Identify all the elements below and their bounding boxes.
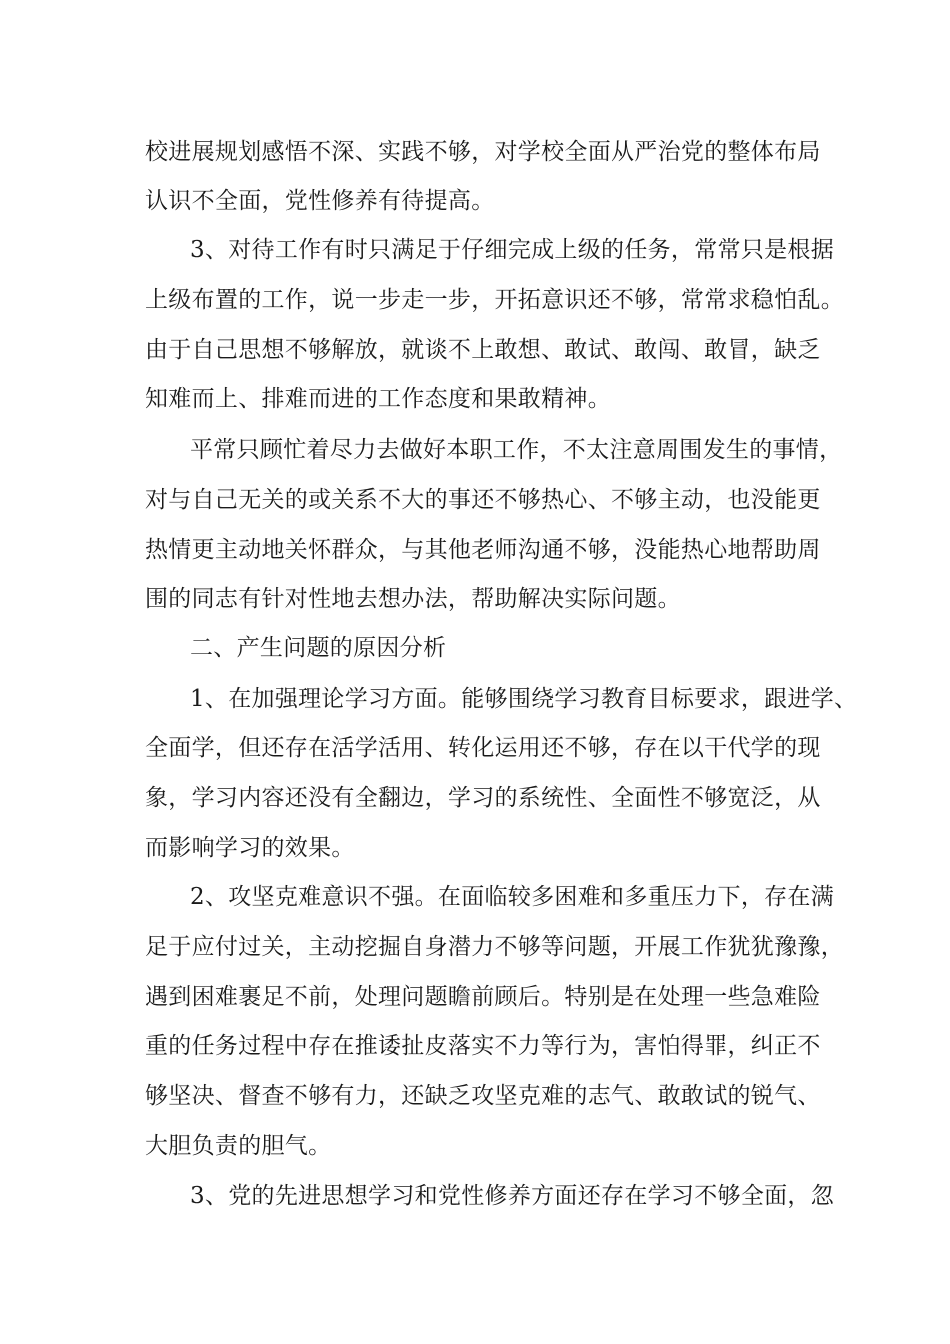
text-line: 遇到困难裹足不前，处理问题瞻前顾后。特别是在处理一些急难险 [145, 984, 821, 1010]
text-line: 对与自己无关的或关系不大的事还不够热心、不够主动，也没能更 [145, 487, 821, 513]
text-line: 2、攻坚克难意识不强。在面临较多困难和多重压力下，存在满 [190, 884, 835, 910]
text-line: 热情更主动地关怀群众，与其他老师沟通不够，没能热心地帮助周 [145, 537, 821, 563]
text-line: 3、党的先进思想学习和党性修养方面还存在学习不够全面，忽 [190, 1183, 835, 1209]
section-heading: 二、产生问题的原因分析 [190, 635, 447, 661]
text-line: 全面学，但还存在活学活用、转化运用还不够，存在以干代学的现 [145, 735, 821, 761]
text-line: 3、对待工作有时只满足于仔细完成上级的任务，常常只是根据 [190, 237, 835, 263]
text-line: 知难而上、排难而进的工作态度和果敢精神。 [145, 386, 611, 412]
text-line: 平常只顾忙着尽力去做好本职工作，不太注意周围发生的事情， [190, 437, 843, 463]
text-line: 1、在加强理论学习方面。能够围绕学习教育目标要求，跟进学、 [190, 686, 858, 712]
text-line: 认识不全面，党性修养有待提高。 [145, 188, 495, 214]
text-line: 上级布置的工作，说一步走一步，开拓意识还不够，常常求稳怕乱。 [145, 287, 844, 313]
text-line: 象，学习内容还没有全翻边，学习的系统性、全面性不够宽泛，从 [145, 785, 821, 811]
text-line: 足于应付过关，主动挖掘自身潜力不够等问题，开展工作犹犹豫豫， [145, 934, 844, 960]
text-line: 校进展规划感悟不深、实践不够，对学校全面从严治党的整体布局 [145, 139, 821, 165]
text-line: 而影响学习的效果。 [145, 835, 355, 861]
text-line: 由于自己思想不够解放，就谈不上敢想、敢试、敢闯、敢冒，缺乏 [145, 337, 821, 363]
text-line: 围的同志有针对性地去想办法，帮助解决实际问题。 [145, 586, 681, 612]
text-line: 大胆负责的胆气。 [145, 1133, 332, 1159]
text-line: 够坚决、督查不够有力，还缺乏攻坚克难的志气、敢敢试的锐气、 [145, 1083, 821, 1109]
text-line: 重的任务过程中存在推诿扯皮落实不力等行为，害怕得罪，纠正不 [145, 1033, 821, 1059]
